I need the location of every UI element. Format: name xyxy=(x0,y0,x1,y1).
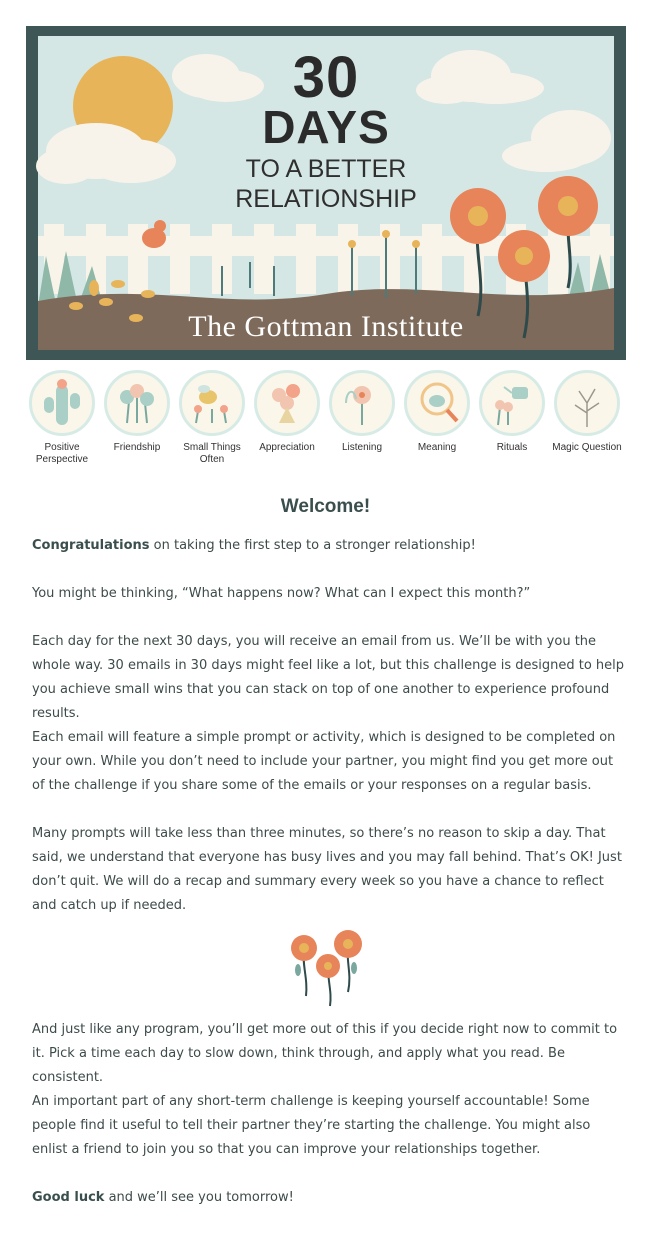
branches-icon xyxy=(554,370,620,436)
intro-bold: Congratulations xyxy=(32,538,150,553)
banner-subtitle-line2: RELATIONSHIP xyxy=(235,185,417,213)
paragraph-prompt: Each email will feature a simple prompt or activity, which is designed to be completed on your own. While you don’t need to include your partner, you might find you get more out of the challenge if you share some of the emails or your responses on a regular basis. xyxy=(32,730,616,793)
flower-listening-icon xyxy=(329,370,395,436)
watering-can-icon xyxy=(479,370,545,436)
paragraph-closing: Good luck and we’ll see you tomorrow! xyxy=(32,1190,294,1205)
topic-small-things-often: Small Things Often xyxy=(175,370,249,466)
cactus-icon xyxy=(29,370,95,436)
welcome-heading: Welcome! xyxy=(280,496,371,517)
hero-banner xyxy=(26,26,626,360)
banner-title-days: DAYS xyxy=(262,101,390,153)
flowers-divider-icon xyxy=(282,926,366,1014)
topic-meaning: Meaning xyxy=(400,370,474,454)
flowers-icon xyxy=(104,370,170,436)
topic-icons-row xyxy=(25,370,626,474)
paragraph-commit: And just like any program, you’ll get more out of this if you decide right now to commit to it. Pick a time each day to slow down, think through, and apply what you read. Be consistent. xyxy=(32,1022,618,1085)
bouquet-icon xyxy=(254,370,320,436)
topic-positive-perspective: Positive Perspective xyxy=(25,370,99,466)
paragraph-accountable: An important part of any short-term challenge is keeping yourself accountable! Some people find it useful to tell their partner they’re starting the challenge. You might also enlist a friend to join you so that you can improve your relationships together. xyxy=(32,1094,591,1157)
banner-title-number: 30 xyxy=(292,45,360,110)
paragraph-intro: Congratulations on taking the first step to a stronger relationship! xyxy=(32,538,476,553)
magnifier-bird-icon xyxy=(404,370,470,436)
topic-magic-question: Magic Question xyxy=(550,370,624,454)
paragraph-daily-email: Each day for the next 30 days, you will receive an email from us. We’ll be with you the whole way. 30 emails in 30 days might feel like a lot, but this challenge is designed to help you achieve small wins that you can stack on top of one another to experience profound results. xyxy=(32,634,625,721)
institute-logo: The Gottman Institute xyxy=(188,310,464,343)
banner-subtitle-line1: TO A BETTER xyxy=(245,155,407,183)
paragraph-question: You might be thinking, “What happens now? What can I expect this month?” xyxy=(32,586,531,601)
topic-rituals: Rituals xyxy=(475,370,549,454)
topic-friendship: Friendship xyxy=(100,370,174,454)
paragraph-minutes: Many prompts will take less than three minutes, so there’s no reason to skip a day. That said, we understand that everyone has busy lives and you may fall behind. That’s OK! Just don’t quit. We will do a recap and summary every week so you have a chance to reflect and catch up if needed. xyxy=(32,826,622,913)
topic-listening: Listening xyxy=(325,370,399,454)
topic-appreciation: Appreciation xyxy=(250,370,324,454)
bee-icon xyxy=(179,370,245,436)
closing-bold: Good luck xyxy=(32,1190,105,1205)
